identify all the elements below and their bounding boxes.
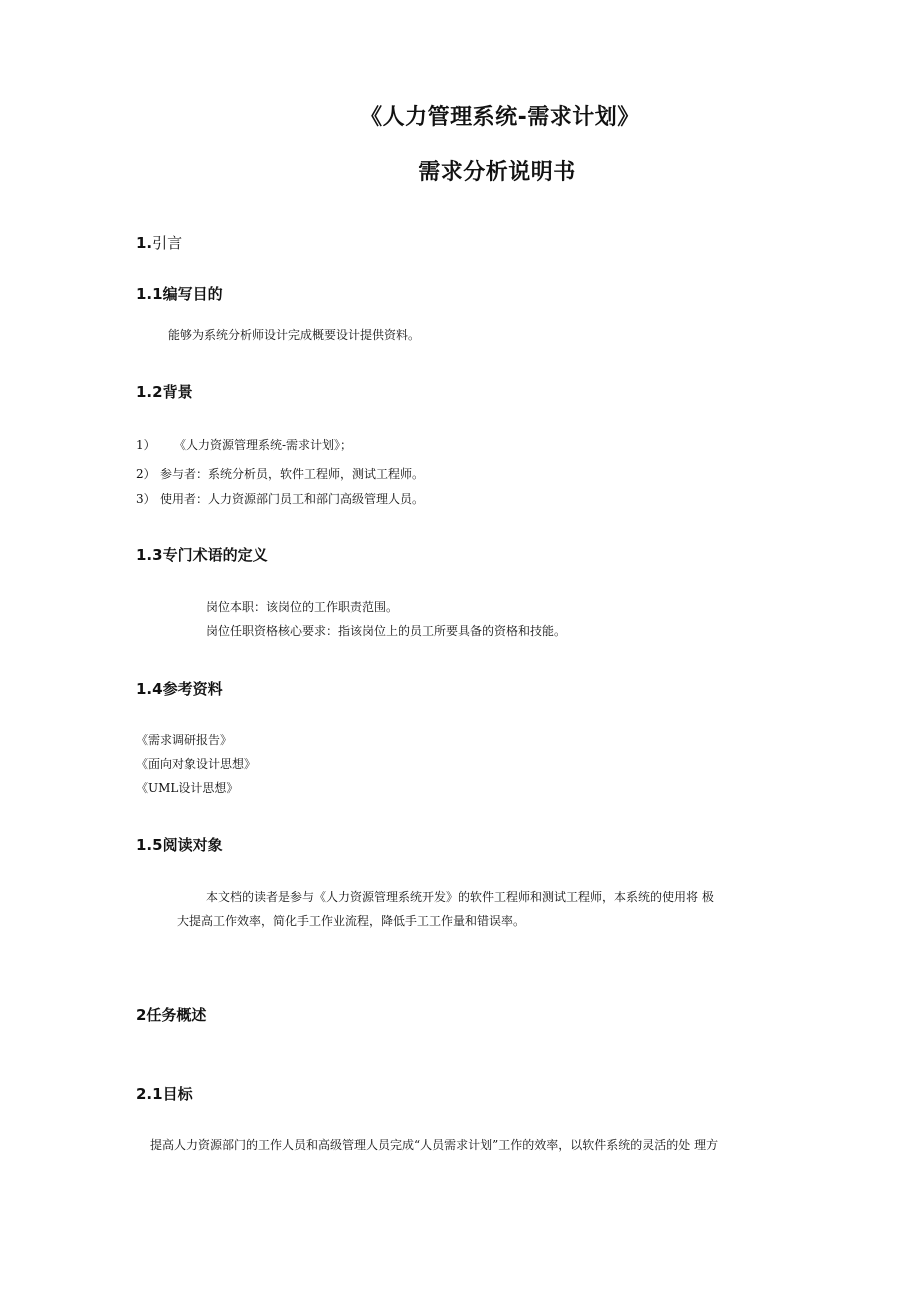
reference-item-3: 《UML设计思想》 (136, 781, 239, 795)
background-item-2-text: 参与者：系统分析员，软件工程师，测试工程师。 (160, 467, 425, 481)
background-item-2-number: 2） (136, 467, 156, 481)
term-definition-2: 岗位任职资格核心要求：指该岗位上的员工所要具备的资格和技能。 (206, 624, 567, 638)
background-item-3 (136, 491, 424, 507)
term-definition-1: 岗位本职：该岗位的工作职责范围。 (206, 600, 399, 614)
audience-paragraph-line-2: 大提高工作效率，简化手工作业流程，降低手工工作量和错误率。 (177, 914, 526, 928)
background-item-1-text: 《人力资源管理系统-需求计划》； (174, 438, 353, 452)
goal-paragraph: 提高人力资源部门的工作人员和高级管理人员完成“人员需求计划”工作的效率，以软件系统的灵活的处 理方 (150, 1138, 719, 1152)
background-item-2 (136, 466, 424, 482)
section-1-2-heading: 1.2背景 (136, 383, 193, 401)
audience-paragraph-line-1: 本文档的读者是参与《人力资源管理系统开发》的软件工程师和测试工程师，本系统的使用将 极 (206, 890, 714, 904)
section-2-heading: 2任务概述 (136, 1006, 207, 1024)
section-2-1-heading: 2.1目标 (136, 1085, 193, 1103)
section-1-1-body: 能够为系统分析师设计完成概要设计提供资料。 (168, 328, 421, 342)
document-title: 《人力管理系统-需求计划》 (360, 105, 640, 130)
section-1-3-heading: 1.3专门术语的定义 (136, 546, 268, 564)
section-intro-number: 1. (136, 234, 153, 252)
section-1-1-heading: 1.1编写目的 (136, 285, 223, 303)
background-item-3-text: 使用者：人力资源部门员工和部门高级管理人员。 (160, 492, 425, 506)
reference-item-1: 《需求调研报告》 (136, 733, 233, 747)
section-1-4-heading: 1.4参考资料 (136, 680, 223, 698)
section-1-5-heading: 1.5阅读对象 (136, 836, 223, 854)
background-item-1-number: 1） (136, 438, 156, 452)
section-intro-heading (136, 232, 182, 253)
background-item-3-number: 3） (136, 492, 156, 506)
reference-item-2: 《面向对象设计思想》 (136, 757, 257, 771)
document-subtitle: 需求分析说明书 (418, 160, 576, 185)
section-intro-label: 引言 (152, 234, 183, 252)
background-item-1 (136, 437, 352, 453)
